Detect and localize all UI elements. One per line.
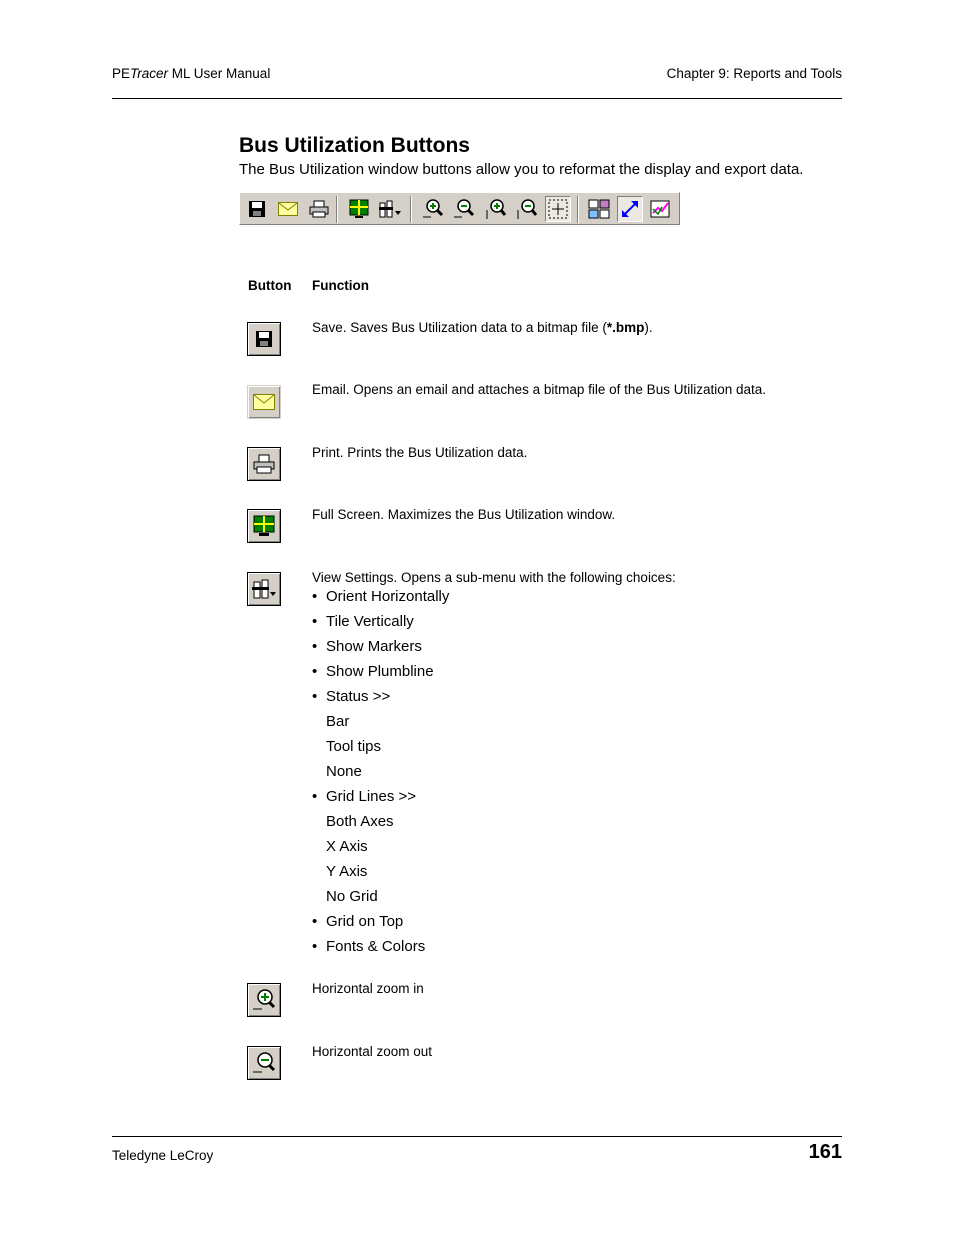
product-italic: Tracer [130,66,169,81]
view-settings-choices [312,586,449,961]
save-icon [247,322,281,356]
list-item: • Status >> [312,686,449,711]
list-item: • Show Markers [312,636,449,661]
print-icon [247,447,281,481]
section-title: Bus Utilization Buttons [239,134,470,157]
full-screen-icon [247,509,281,543]
running-header-chapter: Chapter 9: Reports and Tools [666,66,842,81]
header-rule [112,98,842,99]
grid-icon [586,196,612,222]
print-icon [306,196,332,222]
list-item: Y Axis [326,863,368,880]
page-number: 161 [808,1141,842,1163]
crosshair-icon [545,196,571,222]
vertical-zoom-in-icon [482,196,508,222]
horizontal-zoom-in-icon [420,196,446,222]
expand-icon [617,196,643,222]
function-save [312,320,653,335]
running-header-title [112,66,270,81]
bus-utilization-toolbar [239,192,680,225]
bmp-extension: *.bmp [606,320,645,335]
function-email: Email. Opens an email and attaches a bitmap file of the Bus Utilization data. [312,382,766,397]
function-print: Print. Prints the Bus Utilization data. [312,445,528,460]
list-item: • Show Plumbline [312,661,449,686]
section-intro: The Bus Utilization window buttons allow you to reformat the display and export data. [239,161,804,178]
footer-rule [112,1136,842,1137]
list-item: • Grid Lines >> [312,786,449,811]
function-view-settings: View Settings. Opens a sub-menu with the following choices: [312,570,676,585]
email-icon [247,385,281,419]
product-suffix: ML User Manual [168,66,271,81]
list-item: X Axis [326,838,368,855]
product-prefix: PE [112,66,131,81]
list-item: None [326,763,362,780]
function-full-screen: Full Screen. Maximizes the Bus Utilization window. [312,507,616,522]
list-item: • Tile Vertically [312,611,449,636]
function-horizontal-zoom-out: Horizontal zoom out [312,1044,433,1059]
horizontal-zoom-in-icon [247,983,281,1017]
view-settings-icon [247,572,281,606]
vertical-zoom-out-icon [513,196,539,222]
list-item: No Grid [326,888,378,905]
list-item: • Orient Horizontally [312,586,449,611]
list-item: Tool tips [326,738,382,755]
horizontal-zoom-out-icon [451,196,477,222]
column-header-button: Button [248,278,292,293]
email-icon [275,196,301,222]
view-settings-icon [377,196,403,222]
column-header-function: Function [312,278,369,293]
save-icon [244,196,270,222]
list-item: Both Axes [326,813,394,830]
horizontal-zoom-out-icon [247,1046,281,1080]
save-text: Save. Saves Bus Utilization data to a bitmap file ( [312,320,607,335]
footer-company: Teledyne LeCroy [112,1148,214,1163]
chart-check-icon [648,196,674,222]
full-screen-icon [346,196,372,222]
function-horizontal-zoom-in: Horizontal zoom in [312,981,424,996]
save-text-end: ). [644,320,653,335]
list-item: Bar [326,713,350,730]
list-item: • Grid on Top [312,911,449,936]
list-item: • Fonts & Colors [312,936,449,961]
